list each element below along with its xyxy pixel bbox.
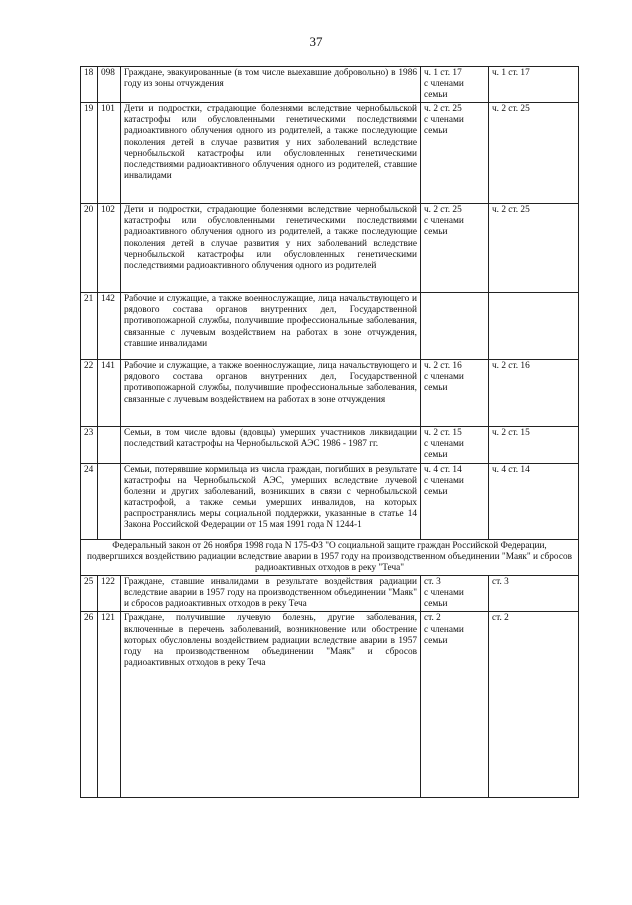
article-reference: [489, 293, 579, 360]
category-code: 121: [98, 612, 121, 798]
category-code: 122: [98, 576, 121, 612]
article-line: семьи: [424, 383, 448, 394]
category-description: Граждане, получившие лучевую болезнь, другие заболевания, включенные в перечень заболеваний, возникновение или обострение которых обусловлены воздействием радиации вследствие аварии в 1957 году на производственном объединении "Маяк" и сбросов радиоактивных отходов в реку Теча: [121, 612, 421, 798]
row-number: 20: [81, 204, 98, 293]
article-line: с членами: [424, 475, 464, 486]
article-line: ст. 3: [424, 577, 441, 588]
article-line: семьи: [424, 486, 448, 497]
row-number: 24: [81, 463, 98, 539]
article-line: с членами: [424, 115, 464, 126]
table-row: [81, 360, 579, 427]
table-row: [81, 463, 579, 539]
table-row: [81, 427, 579, 463]
row-number: 19: [81, 103, 98, 204]
article-line: с членами: [424, 624, 464, 635]
row-number: 22: [81, 360, 98, 427]
section-heading: Федеральный закон от 26 ноября 1998 года N 175-ФЗ "О социальной защите граждан Российской Федерации, подвергшихся воздействию радиации вследствие аварии в 1957 году на производственном объединении "Маяк" и сбросов радиоактивных отходов в реку "Теча": [81, 539, 579, 576]
category-code: [98, 427, 121, 463]
article-line: ч. 2 ст. 16: [424, 361, 462, 372]
category-description: Семьи, в том числе вдовы (вдовцы) умерших участников ликвидации последствий катастрофы на Чернобыльской АЭС 1986 - 1987 гг.: [121, 427, 421, 463]
article-reference: ч. 1 ст. 17: [489, 67, 579, 103]
article-reference: ч. 2 ст. 15: [489, 427, 579, 463]
row-number: 18: [81, 67, 98, 103]
category-code: 098: [98, 67, 121, 103]
article-reference: ст. 2: [489, 612, 579, 798]
benefits-table: [80, 66, 579, 798]
article-line: ч. 1 ст. 17: [424, 68, 462, 78]
table-row: [81, 204, 579, 293]
article-reference-family: [421, 427, 489, 463]
category-description: Рабочие и служащие, а также военнослужащие, лица начальствующего и рядового состава органов внутренних дел, Государственной противопожарной службы, получившие профессиональные заболевания, связанные с лучевым воздействием на работах в зоне отчуждения: [121, 360, 421, 427]
article-reference: ч. 4 ст. 14: [489, 463, 579, 539]
article-line: с членами: [424, 216, 464, 227]
article-reference: ч. 2 ст. 25: [489, 204, 579, 293]
page-number: 37: [309, 34, 323, 49]
row-number: 23: [81, 427, 98, 463]
article-reference-family: [421, 612, 489, 798]
article-reference-family: [421, 204, 489, 293]
article-line: с членами: [424, 588, 464, 599]
category-code: 101: [98, 103, 121, 204]
category-code: 142: [98, 293, 121, 360]
article-line: с членами: [424, 372, 464, 383]
row-number: 26: [81, 612, 98, 798]
table-row: [81, 293, 579, 360]
category-description: Семьи, потерявшие кормильца из числа граждан, погибших в результате катастрофы на Чернобыльской АЭС, умерших вследствие лучевой болезни и других заболеваний, возникших в связи с чернобыльской катастрофой, а также семьи умерших инвалидов, на которых распространялись меры социальной поддержки, указанные в статье 14 Закона Российской Федерации от 15 мая 1991 года N 1244-1: [121, 463, 421, 539]
article-line: семьи: [424, 635, 448, 646]
article-reference-family: [421, 463, 489, 539]
article-reference: ст. 3: [489, 576, 579, 612]
row-number: 25: [81, 576, 98, 612]
article-line: семьи: [424, 227, 448, 238]
category-description: Дети и подростки, страдающие болезнями вследствие чернобыльской катастрофы или обусловленными генетическими последствиями радиоактивного облучения одного из родителей, а также последующие поколения детей в случае развития у них заболеваний вследствие чернобыльской катастрофы или обусловленных генетическими последствиями радиоактивного облучения одного из родителей: [121, 204, 421, 293]
table-row: [81, 612, 579, 798]
article-reference-family: [421, 103, 489, 204]
article-line: ст. 2: [424, 613, 441, 624]
article-line: ч. 4 ст. 14: [424, 464, 462, 475]
article-line: ч. 2 ст. 15: [424, 428, 462, 439]
article-reference-family: [421, 67, 489, 103]
category-description: Дети и подростки, страдающие болезнями вследствие чернобыльской катастрофы или обусловленными генетическими последствиями радиоактивного облучения одного из родителей, а также последующие поколения детей в случае развития у них заболеваний вследствие чернобыльской катастрофы или обусловленных генетическими последствиями радиоактивного облучения одного из родителей, ставшие инвалидами: [121, 103, 421, 204]
article-line: семьи: [424, 126, 448, 137]
article-line: семьи: [424, 450, 448, 461]
article-line: ч. 2 ст. 25: [424, 205, 462, 216]
row-number: 21: [81, 293, 98, 360]
category-description: Граждане, эвакуированные (в том числе выехавшие добровольно) в 1986 году из зоны отчуждения: [121, 67, 421, 103]
article-reference: ч. 2 ст. 25: [489, 103, 579, 204]
section-heading-row: [81, 539, 579, 576]
category-description: Граждане, ставшие инвалидами в результате воздействия радиации вследствие аварии в 1957 году на производственном объединении "Маяк" и сбросов радиоактивных отходов в реку Теча: [121, 576, 421, 612]
article-reference-family: [421, 293, 489, 360]
category-code: 141: [98, 360, 121, 427]
table-row: [81, 103, 579, 204]
article-line: с членами: [424, 79, 464, 90]
article-reference-family: [421, 360, 489, 427]
article-reference-family: [421, 576, 489, 612]
article-line: ч. 2 ст. 25: [424, 104, 462, 115]
article-line: семьи: [424, 599, 448, 610]
category-code: [98, 463, 121, 539]
article-line: семьи: [424, 90, 448, 101]
article-line: с членами: [424, 439, 464, 450]
table-row: [81, 67, 579, 103]
category-code: 102: [98, 204, 121, 293]
category-description: Рабочие и служащие, а также военнослужащие, лица начальствующего и рядового состава органов внутренних дел, Государственной противопожарной службы, получившие профессиональные заболевания, связанные с лучевым воздействием на работах в зоне отчуждения, ставшие инвалидами: [121, 293, 421, 360]
table-row: [81, 576, 579, 612]
article-reference: ч. 2 ст. 16: [489, 360, 579, 427]
